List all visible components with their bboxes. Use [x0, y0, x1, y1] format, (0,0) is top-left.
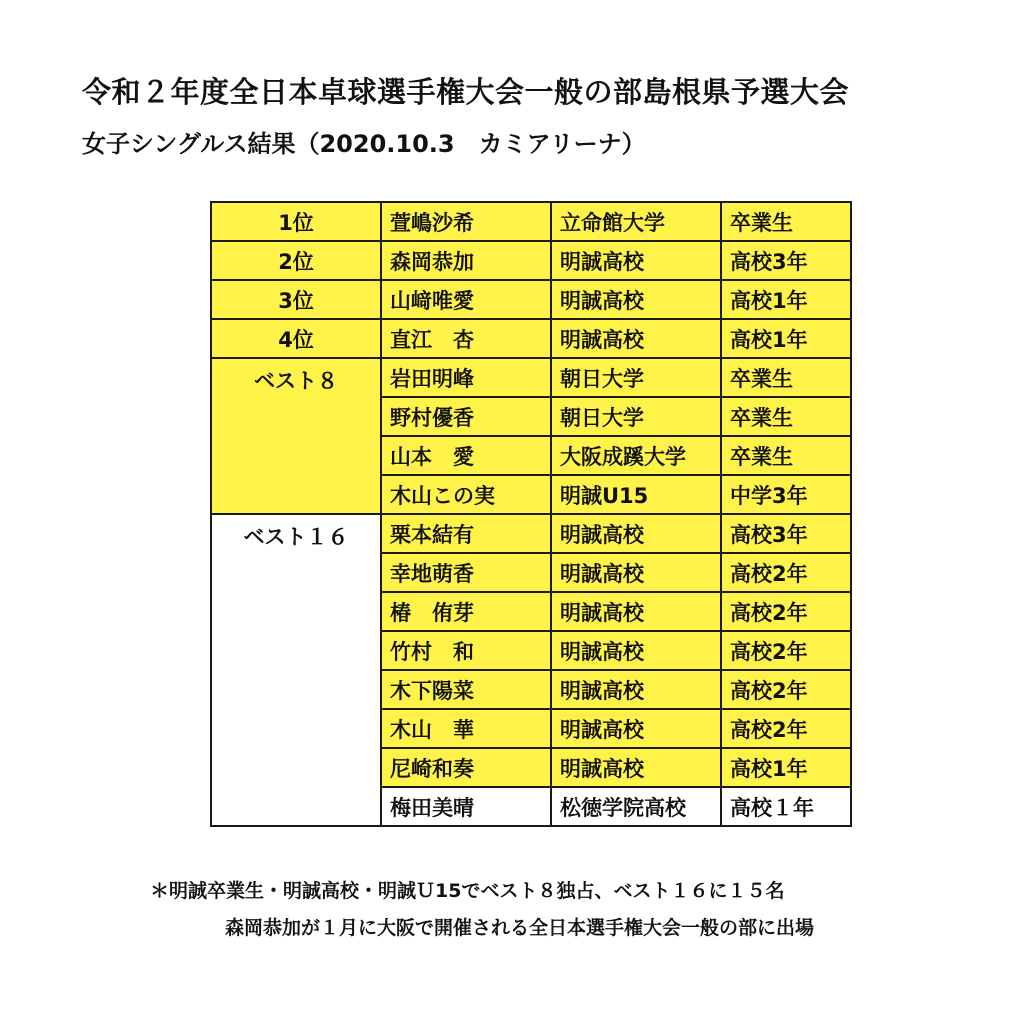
school-cell: 立命館大学: [551, 202, 721, 241]
name-cell: 萱嶋沙希: [381, 202, 551, 241]
grade-cell: 高校1年: [721, 280, 851, 319]
name-cell: 野村優香: [381, 397, 551, 436]
rank-cell: 2位: [211, 241, 381, 280]
table-row: [211, 280, 851, 319]
page-title: 令和２年度全日本卓球選手権大会一般の部島根県予選大会: [82, 75, 850, 109]
grade-cell: 高校3年: [721, 241, 851, 280]
note-line: 森岡恭加が１月に大阪で開催される全日本選手権大会一般の部に出場: [225, 917, 815, 939]
school-cell: 松徳学院高校: [551, 787, 721, 826]
table-row: [211, 241, 851, 280]
grade-cell: 高校１年: [721, 787, 851, 826]
school-cell: 朝日大学: [551, 397, 721, 436]
name-cell: 椿 侑芽: [381, 592, 551, 631]
grade-cell: 高校2年: [721, 631, 851, 670]
school-cell: 明誠高校: [551, 709, 721, 748]
rank-cell: ベスト８: [211, 358, 381, 514]
name-cell: 木山 華: [381, 709, 551, 748]
results-table: [210, 201, 852, 827]
grade-cell: 高校2年: [721, 553, 851, 592]
grade-cell: 高校2年: [721, 592, 851, 631]
name-cell: 栗本結有: [381, 514, 551, 553]
grade-cell: 高校1年: [721, 748, 851, 787]
name-cell: 竹村 和: [381, 631, 551, 670]
grade-cell: 高校2年: [721, 670, 851, 709]
results-table-body: [211, 202, 851, 826]
rank-cell: 3位: [211, 280, 381, 319]
name-cell: 梅田美晴: [381, 787, 551, 826]
table-row: [211, 319, 851, 358]
school-cell: 明誠高校: [551, 280, 721, 319]
grade-cell: 卒業生: [721, 202, 851, 241]
school-cell: 明誠高校: [551, 241, 721, 280]
name-cell: 木下陽菜: [381, 670, 551, 709]
grade-cell: 高校3年: [721, 514, 851, 553]
name-cell: 直江 杏: [381, 319, 551, 358]
grade-cell: 高校2年: [721, 709, 851, 748]
name-cell: 山﨑唯愛: [381, 280, 551, 319]
school-cell: 明誠高校: [551, 748, 721, 787]
name-cell: 岩田明峰: [381, 358, 551, 397]
table-row: [211, 202, 851, 241]
rank-cell: 4位: [211, 319, 381, 358]
name-cell: 木山この実: [381, 475, 551, 514]
name-cell: 山本 愛: [381, 436, 551, 475]
school-cell: 明誠高校: [551, 592, 721, 631]
rank-cell: 1位: [211, 202, 381, 241]
school-cell: 明誠高校: [551, 319, 721, 358]
name-cell: 幸地萌香: [381, 553, 551, 592]
grade-cell: 中学3年: [721, 475, 851, 514]
grade-cell: 高校1年: [721, 319, 851, 358]
grade-cell: 卒業生: [721, 436, 851, 475]
school-cell: 朝日大学: [551, 358, 721, 397]
school-cell: 明誠高校: [551, 553, 721, 592]
school-cell: 明誠高校: [551, 631, 721, 670]
notes: [0, 876, 1024, 940]
note-line: ＊明誠卒業生・明誠高校・明誠Ｕ15でベスト８独占、ベスト１６に１５名: [150, 880, 785, 902]
table-row: [211, 358, 851, 397]
rank-cell: ベスト１６: [211, 514, 381, 826]
name-cell: 森岡恭加: [381, 241, 551, 280]
grade-cell: 卒業生: [721, 358, 851, 397]
school-cell: 明誠高校: [551, 514, 721, 553]
school-cell: 大阪成蹊大学: [551, 436, 721, 475]
grade-cell: 卒業生: [721, 397, 851, 436]
school-cell: 明誠U15: [551, 475, 721, 514]
table-row: [211, 514, 851, 553]
school-cell: 明誠高校: [551, 670, 721, 709]
page-subtitle: 女子シングルス結果（2020.10.3 カミアリーナ）: [82, 130, 646, 158]
name-cell: 尼崎和奏: [381, 748, 551, 787]
